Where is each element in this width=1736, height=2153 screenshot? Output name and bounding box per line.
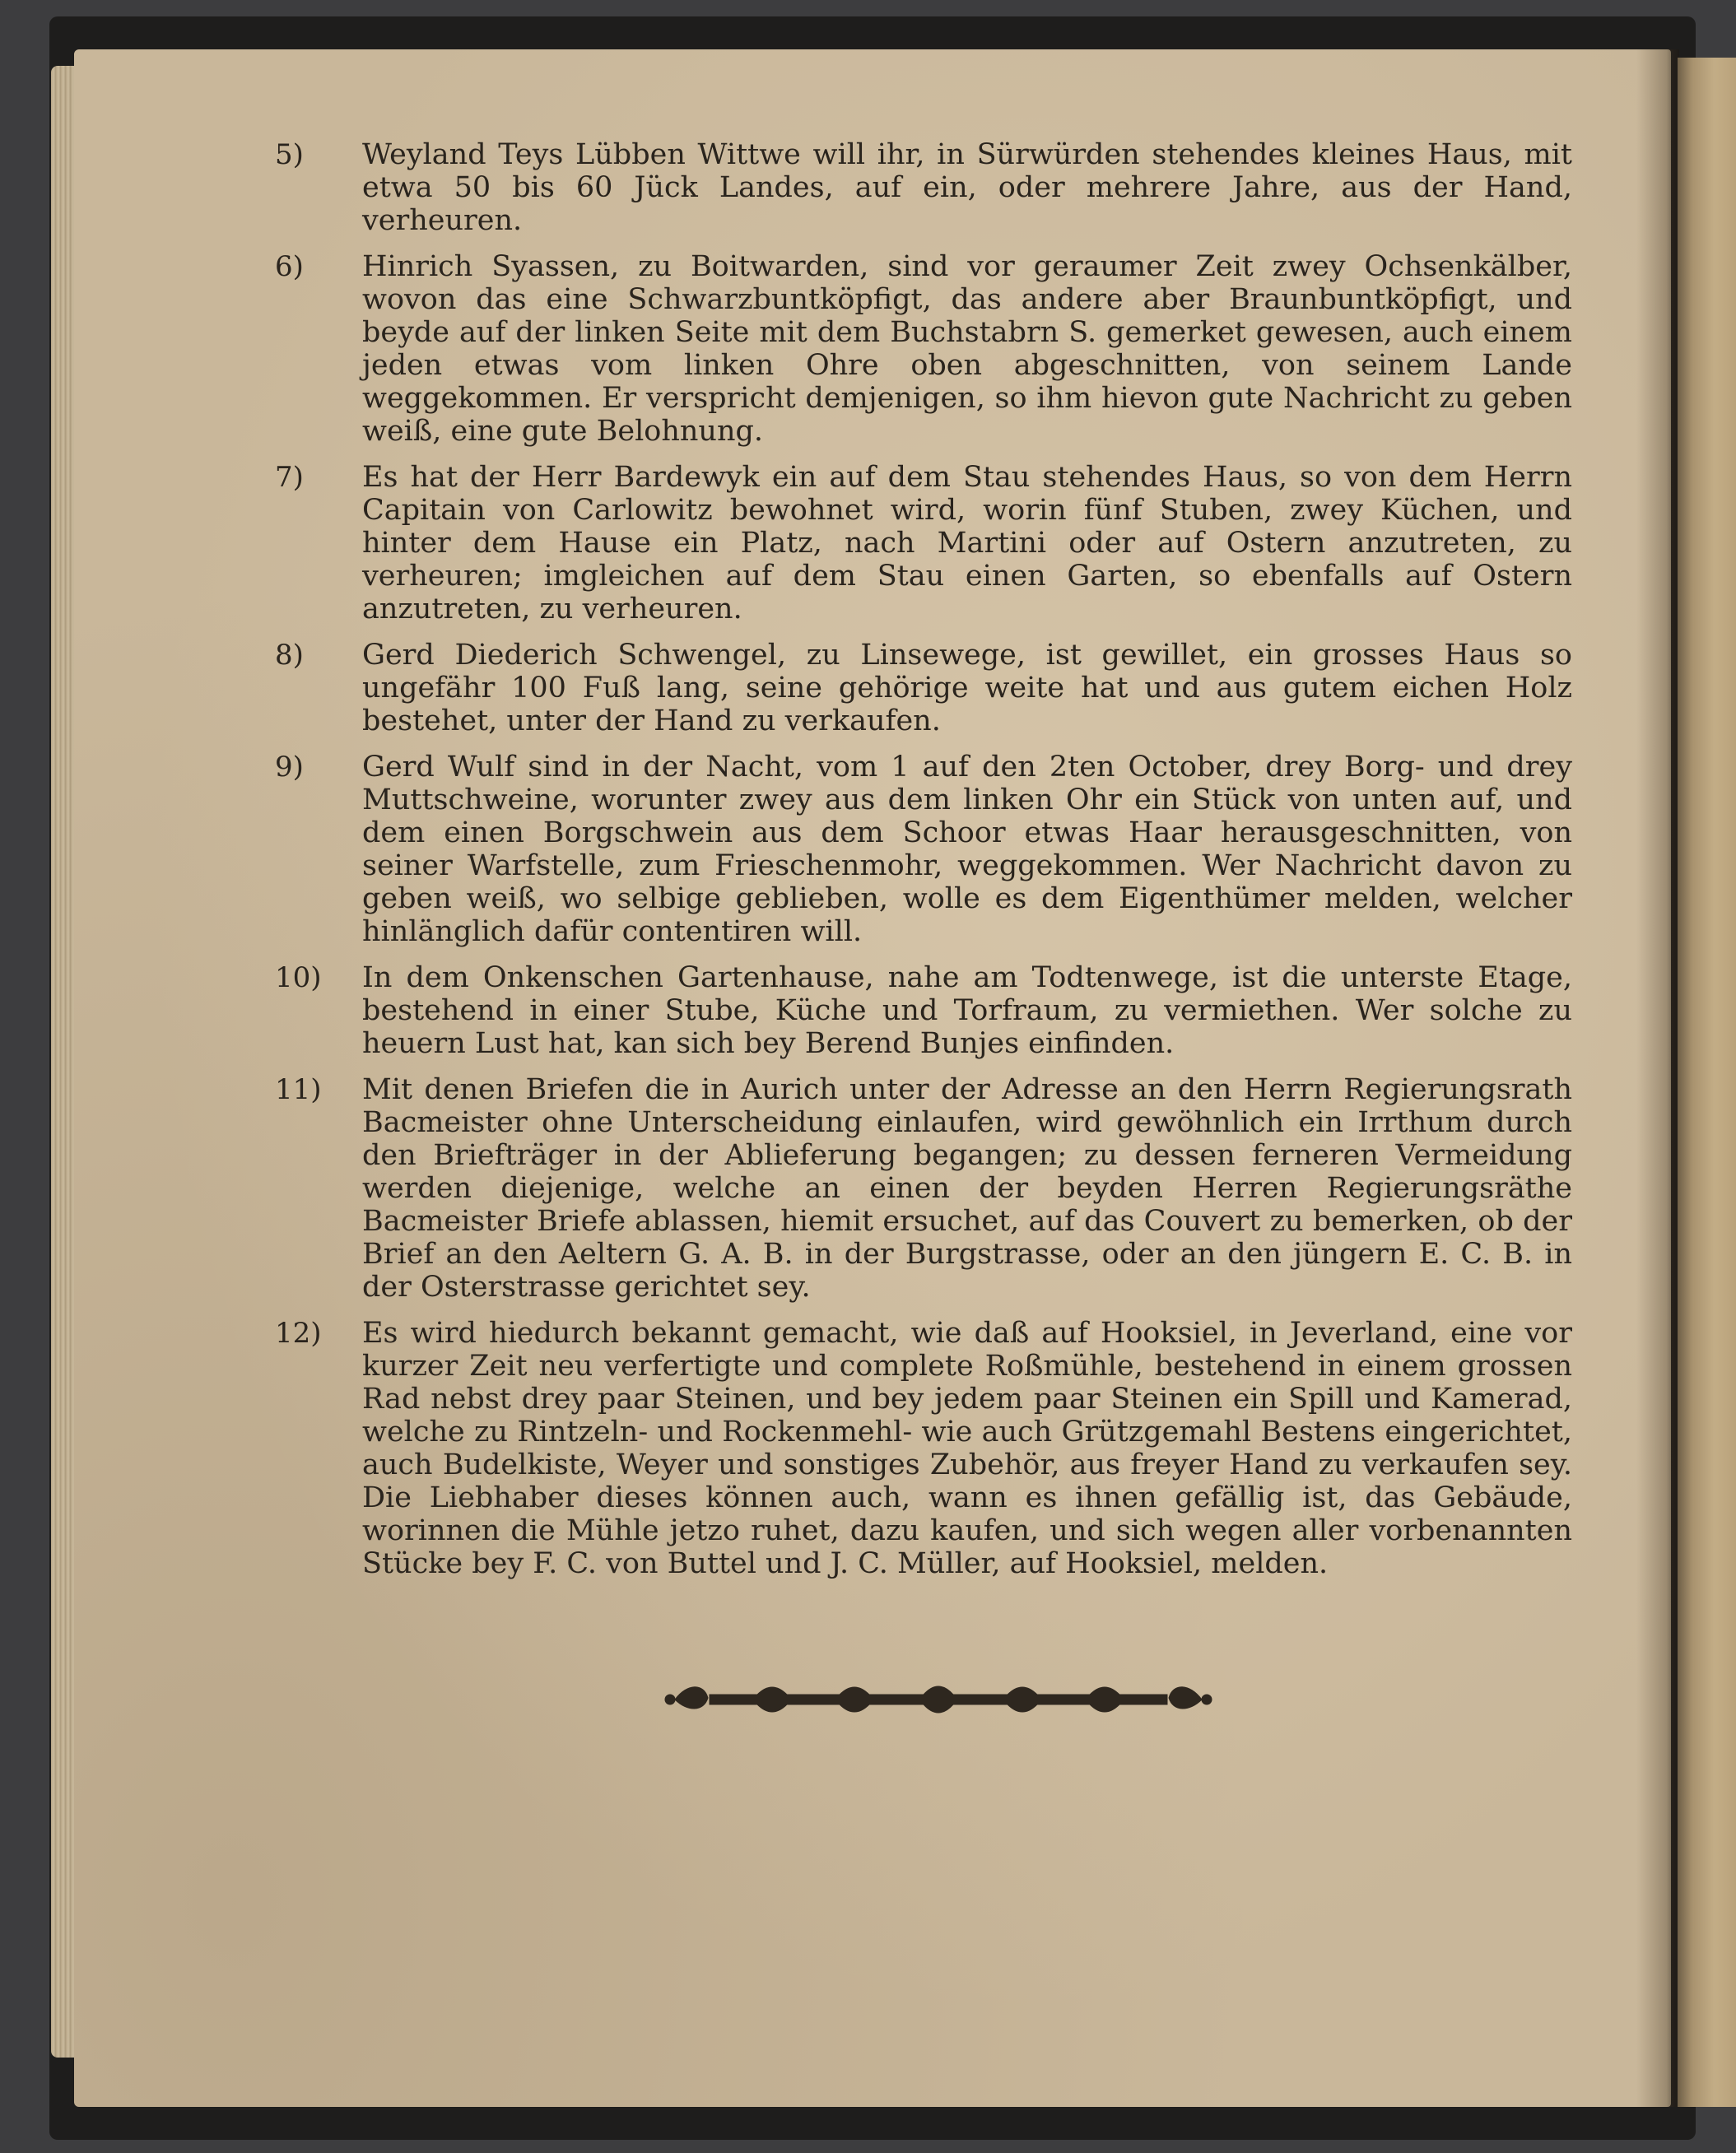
entry-text: Mit denen Briefen die in Aurich unter der Adresse an den Herrn Regierungsrath Bacmeister ohne Unterscheidung einlaufen, wird gewöhnlich ein Irrthum durch den Briefträger in der Ablieferung begangen; zu dessen ferneren Vermeidung werden diejenige, welche an einen der beyden Herren Regierungsräthe Bacmeister Briefe ablassen, hiemit ersuchet, auf das Couvert zu bemerken, ob der Brief an den Aeltern G. A. B. in der Burgstrasse, oder an den jüngern E. C. B. in der Osterstrasse gerichtet sey. — [362, 1073, 1572, 1304]
entry-number: 8) — [275, 639, 304, 672]
announcement-10 — [275, 961, 1572, 1060]
announcement-7 — [275, 461, 1572, 625]
announcement-11 — [275, 1073, 1572, 1304]
entry-number: 10) — [275, 961, 322, 994]
entry-number: 11) — [275, 1073, 322, 1106]
entry-number: 5) — [275, 138, 304, 171]
entry-number: 12) — [275, 1317, 322, 1350]
entry-number: 7) — [275, 461, 304, 494]
entry-text: Es wird hiedurch bekannt gemacht, wie daß auf Hooksiel, in Jeverland, eine vor kurzer Zeit neu verfertigte und complete Roßmühle, bestehend in einem grossen Rad nebst drey paar Steinen, und bey jedem paar Steinen ein Spill und Kamerad, welche zu Rintzeln- und Rockenmehl- wie auch Grützgemahl Bestens eingerichtet, auch Budelkiste, Weyer und sonstiges Zubehör, aus freyer Hand zu verkaufen sey. Die Liebhaber dieses können auch, wann es ihnen gefällig ist, das Gebäude, worinnen die Mühle jetzo ruhet, dazu kaufen, und sich wegen aller vorbenannten Stücke bey F. C. von Buttel und J. C. Müller, auf Hooksiel, melden. — [362, 1317, 1572, 1580]
facing-page-edge — [1678, 58, 1736, 2107]
announcement-8 — [275, 639, 1572, 737]
announcement-9 — [275, 751, 1572, 948]
announcements — [275, 138, 1572, 1593]
entry-text: Es hat der Herr Bardewyk ein auf dem Stau stehendes Haus, so von dem Herrn Capitain von Carlowitz bewohnet wird, worin fünf Stuben, zwey Küchen, und hinter dem Hause ein Platz, nach Martini oder auf Ostern anzutreten, zu verheuren; imgleichen auf dem Stau einen Garten, so ebenfalls auf Ostern anzutreten, zu verheuren. — [362, 461, 1572, 625]
entry-number: 9) — [275, 751, 304, 784]
entry-text: Weyland Teys Lübben Wittwe will ihr, in Sürwürden stehendes kleines Haus, mit etwa 50 bis 60 Jück Landes, auf ein, oder mehrere Jahre, aus der Hand, verheuren. — [362, 138, 1572, 237]
entry-number: 6) — [275, 250, 304, 283]
ornament-divider-icon — [659, 1675, 1218, 1724]
entry-text: Gerd Diederich Schwengel, zu Linsewege, ist gewillet, ein grosses Haus so ungefähr 100 Fuß lang, seine gehörige weite hat und aus gutem eichen Holz bestehet, unter der Hand zu verkaufen. — [362, 639, 1572, 737]
entry-text: Hinrich Syassen, zu Boitwarden, sind vor geraumer Zeit zwey Ochsenkälber, wovon das eine Schwarzbuntköpfigt, das andere aber Braunbuntköpfigt, und beyde auf der linken Seite mit dem Buchstabrn S. gemerket gewesen, auch einem jeden etwas vom linken Ohre oben abgeschnitten, von seinem Lande weggekommen. Er verspricht demjenigen, so ihm hievon gute Nachricht zu geben weiß, eine gute Belohnung. — [362, 250, 1572, 448]
entry-text: In dem Onkenschen Gartenhause, nahe am Todtenwege, ist die unterste Etage, bestehend in einer Stube, Küche und Torfraum, zu vermiethen. Wer solche zu heuern Lust hat, kan sich bey Berend Bunjes einfinden. — [362, 961, 1572, 1060]
gutter-shadow — [1636, 49, 1679, 2107]
announcement-5 — [275, 138, 1572, 237]
announcement-12 — [275, 1317, 1572, 1580]
announcement-6 — [275, 250, 1572, 448]
entry-text: Gerd Wulf sind in der Nacht, vom 1 auf den 2ten October, drey Borg- und drey Muttschweine, worunter zwey aus dem linken Ohr ein Stück von unten auf, und dem einen Borgschwein aus dem Schoor etwas Haar herausgeschnitten, von seiner Warfstelle, zum Frieschenmohr, weggekommen. Wer Nachricht davon zu geben weiß, wo selbige geblieben, wolle es dem Eigenthümer melden, welcher hinlänglich dafür contentiren will. — [362, 751, 1572, 948]
